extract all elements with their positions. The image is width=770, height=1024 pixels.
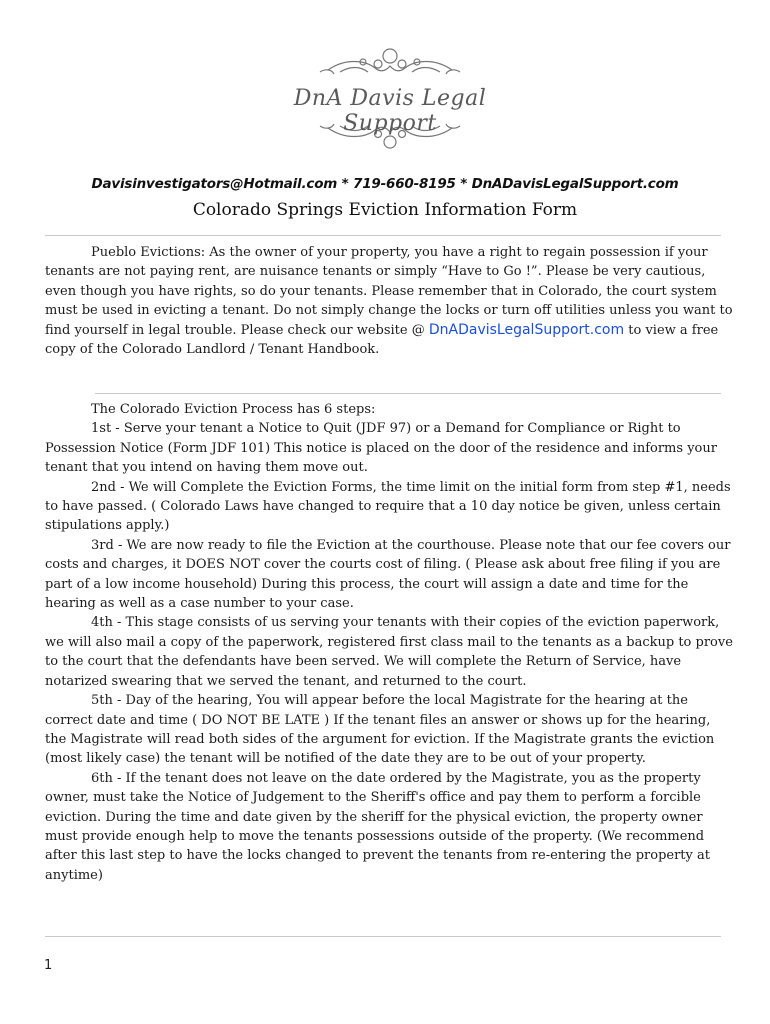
page-title: Colorado Springs Eviction Information Form	[192, 200, 578, 220]
divider	[45, 936, 721, 937]
website-link[interactable]: DnADavisLegalSupport.com	[428, 321, 625, 338]
step-4: 4th - This stage consists of us serving your tenants with their copies of the eviction paperwork, we will also mail a copy of the paperwork, registered first class mail to the tenants as a backup to prove to the court that the defendants have been served. We will complete the Return of Service, have notarized swearing that we served the tenant, and returned to the court.	[45, 615, 733, 689]
logo-text: DnA Davis Legal Support	[293, 86, 487, 136]
page-number: 1	[44, 958, 53, 973]
intro-text-end: to view a free copy of the Colorado Landlord / Tenant Handbook.	[45, 322, 719, 358]
steps-heading: The Colorado Eviction Process has 6 steps:	[91, 402, 376, 417]
eviction-steps	[45, 400, 735, 885]
logo	[250, 42, 530, 160]
step-6: 6th - If the tenant does not leave on the date ordered by the Magistrate, you as the property owner, must take the Notice of Judgement to the Sheriff's office and pay them to perform a forcible eviction. During the time and date given by the sheriff for the physical eviction, the property owner must provide enough help to move the tenants possessions outside of the property. (We recommend after this last step to have the locks changed to prevent the tenants from re-entering the property at anytime)	[45, 770, 710, 883]
step-2: 2nd - We will Complete the Eviction Forms, the time limit on the initial form from step #1, needs to have passed. ( Colorado Laws have changed to require that a 10 day notice be given, unless certain stipulations apply.)	[45, 479, 731, 534]
intro-paragraph	[45, 243, 735, 359]
divider	[95, 393, 721, 394]
intro-text: Pueblo Evictions: As the owner of your property, you have a right to regain possession if your tenants are not paying rent, are nuisance tenants or simply “Have to Go !”. Please be very cautious, even though you have rights, so do your tenants. Please remember that in Colorado, the court system must be used in evicting a tenant. Do not simply change the locks or turn off utilities unless you want to find yourself in legal trouble. Please check our website @	[45, 245, 733, 338]
step-1: 1st - Serve your tenant a Notice to Quit (JDF 97) or a Demand for Compliance or Right to Possession Notice (Form JDF 101) This notice is placed on the door of the residence and informs your tenant that you intend on having them move out.	[45, 421, 717, 476]
divider	[45, 235, 721, 236]
step-3: 3rd - We are now ready to file the Eviction at the courthouse. Please note that our fee covers our costs and charges, it DOES NOT cover the courts cost of filing. ( Please ask about free filing if you are part of a low income household) During this process, the court will assign a date and time for the hearing as well as a case number to your case.	[45, 537, 731, 612]
step-5: 5th - Day of the hearing, You will appear before the local Magistrate for the hearing at the correct date and time ( DO NOT BE LATE ) If the tenant files an answer or shows up for the hearing, the Magistrate will read both sides of the argument for eviction. If the Magistrate grants the eviction (most likely case) the tenant will be notified of the date they are to be out of your property.	[45, 693, 715, 767]
contact-line: Davisinvestigators@Hotmail.com * 719-660-8195 * DnADavisLegalSupport.com	[91, 176, 679, 192]
